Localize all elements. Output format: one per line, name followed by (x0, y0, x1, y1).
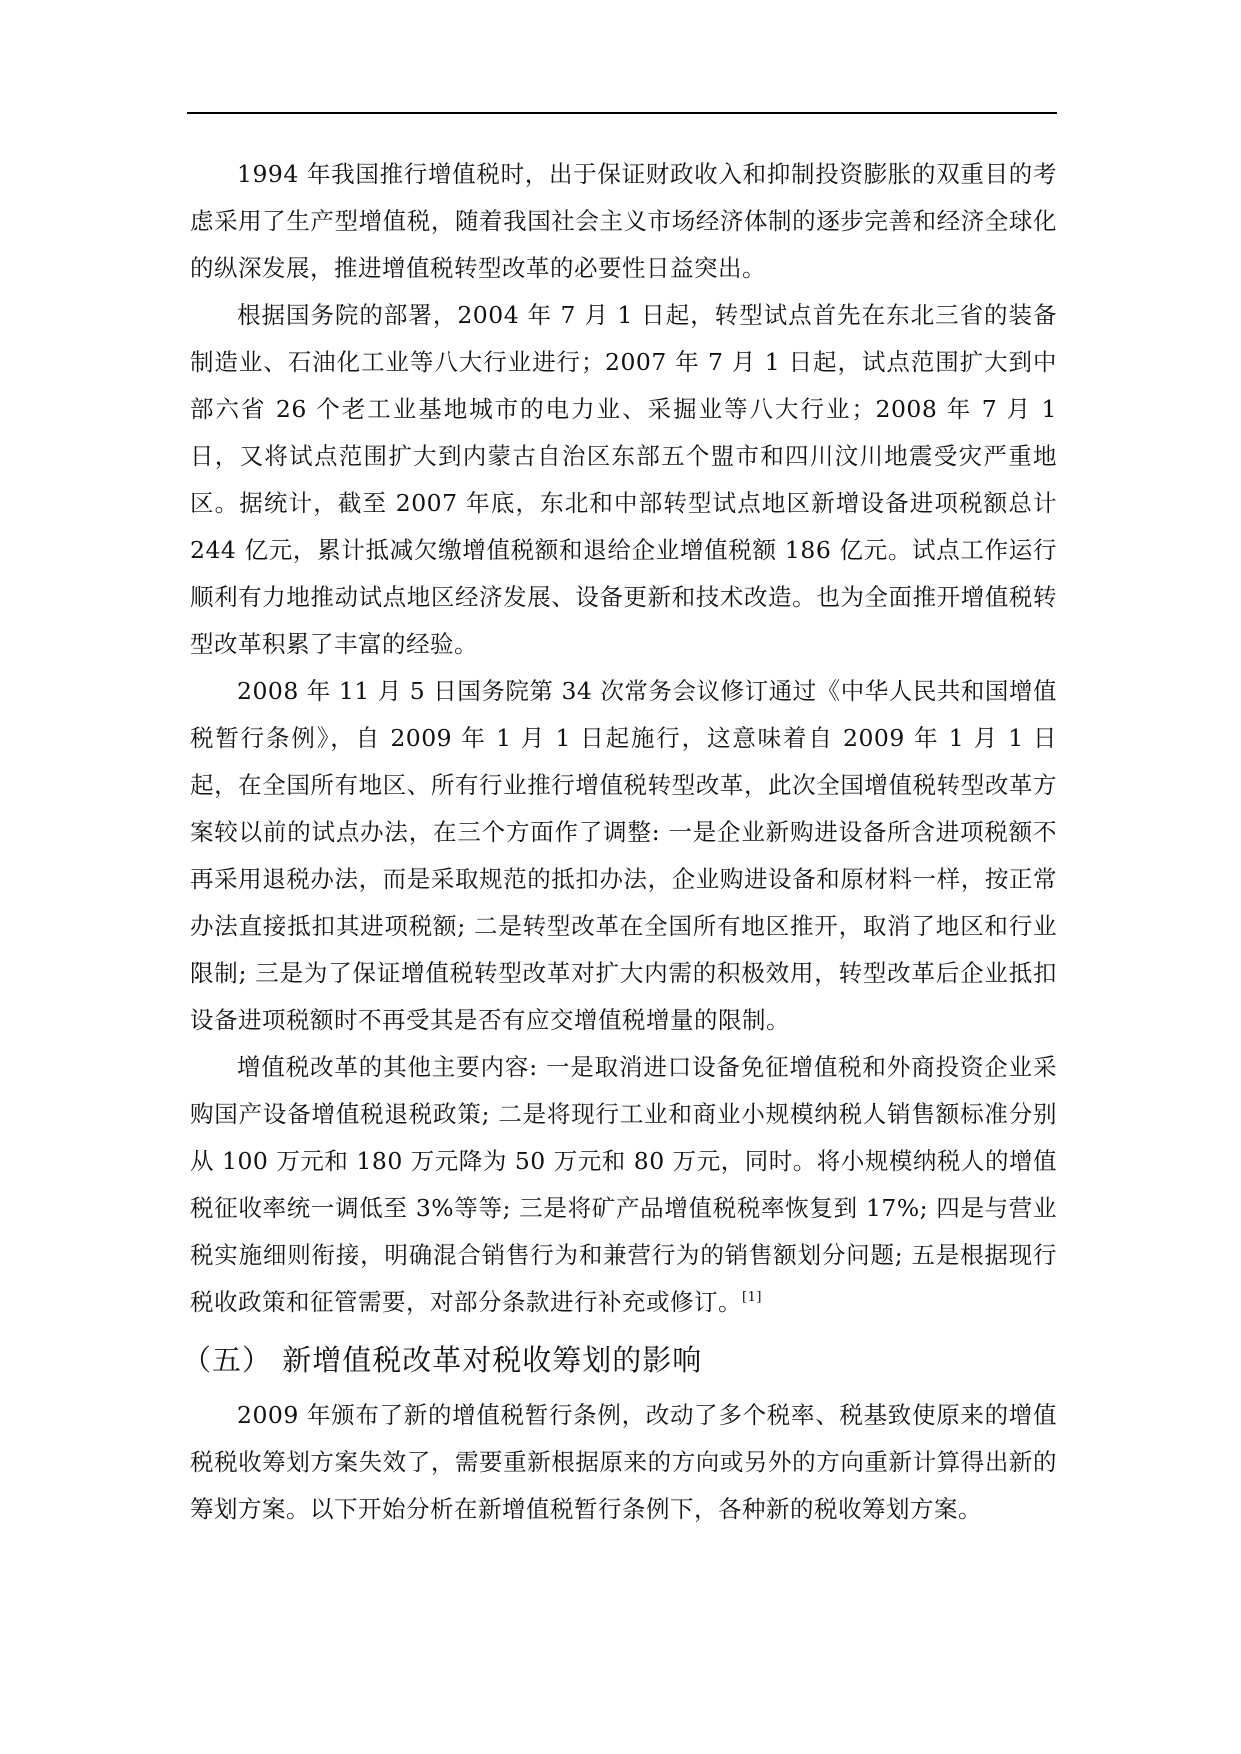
paragraph-pilot-program: 根据国务院的部署，2004 年 7 月 1 日起，转型试点首先在东北三省的装备制造业、石油化工业等八大行业进行；2007 年 7 月 1 日起，试点范围扩大到中部六省 26 个老工业基地城市的电力业、采掘业等八大行业；2008 年 7 月 1 日，又将试点范围扩大到内蒙古自治区东部五个盟市和四川汶川地震受灾严重地区。据统计，截至 2007 年底，东北和中部转型试点地区新增设备进项税额总计 244 亿元，累计抵减欠缴增值税额和退给企业增值税额 186 亿元。试点工作运行顺利有力地推动试点地区经济发展、设备更新和技术改造。也为全面推开增值税转型改革积累了丰富的经验。 (190, 301, 1057, 658)
document-body (182, 151, 1057, 1533)
section-heading: （五） 新增值税改革对税收筹划的影响 (182, 1343, 703, 1377)
paragraph-regulation-revision: 2008 年 11 月 5 日国务院第 34 次常务会议修订通过《中华人民共和国增值税暂行条例》，自 2009 年 1 月 1 日起施行，这意味着自 2009 年 1 月 1 日起，在全国所有地区、所有行业推行增值税转型改革，此次全国增值税转型改革方案较以前的试点办法，在三个方面作了调整: 一是企业新购进设备所含进项税额不再采用退税办法，而是采取规范的抵扣办法，企业购进设备和原材料一样，按正常办法直接抵扣其进项税额; 二是转型改革在全国所有地区推开，取消了地区和行业限制; 三是为了保证增值税转型改革对扩大内需的积极效用，转型改革后企业抵扣设备进项税额时不再受其是否有应交增值税增量的限制。 (190, 677, 1057, 1034)
paragraph-other-reforms (190, 1044, 1057, 1326)
paragraph-new-planning: 2009 年颁布了新的增值税暂行条例，改动了多个税率、税基致使原来的增值税税收筹划方案失效了，需要重新根据原来的方向或另外的方向重新计算得出新的筹划方案。以下开始分析在新增值税暂行条例下，各种新的税收筹划方案。 (190, 1401, 1057, 1523)
paragraph-other-reforms-text: 增值税改革的其他主要内容: 一是取消进口设备免征增值税和外商投资企业采购国产设备增值税退税政策; 二是将现行工业和商业小规模纳税人销售额标准分别从 100 万元和 180 万元降为 50 万元和 80 万元，同时。将小规模纳税人的增值税征收率统一调低至 3%等等; 三是将矿产品增值税税率恢复到 17%; 四是与营业税实施细则衔接，明确混合销售行为和兼营行为的销售额划分问题; 五是根据现行税收政策和征管需要，对部分条款进行补充或修订。 (190, 1053, 1057, 1316)
paragraph-vat-background: 1994 年我国推行增值税时，出于保证财政收入和抑制投资膨胀的双重目的考虑采用了生产型增值税，随着我国社会主义市场经济体制的逐步完善和经济全球化的纵深发展，推进增值税转型改革的必要性日益突出。 (190, 160, 1057, 282)
citation-marker: [1] (742, 1290, 762, 1305)
header-rule (187, 112, 1057, 114)
